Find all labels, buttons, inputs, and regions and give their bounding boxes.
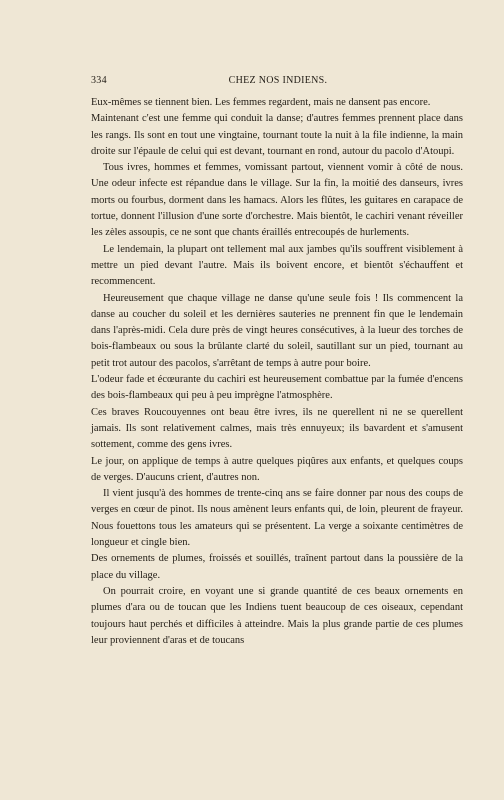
paragraph: Le lendemain, la plupart ont tellement mal aux jambes qu'ils souffrent visiblement à mettre un pied devant l'autre. Mais ils boivent encore, et bientôt s'échauffent et recommencent. [91,243,463,288]
running-header [91,75,465,89]
paragraph: Le jour, on applique de temps à autre quelques piqûres aux enfants, et quelques coups de verges. D'aucuns crient, d'autres non. [91,455,463,483]
running-title: CHEZ NOS INDIENS. [228,75,328,86]
paragraph: L'odeur fade et écœurante du cachiri est heureusement combattue par la fumée d'encens des bois-flambeaux qui peu à peu imprègne l'atmosphère. [91,374,463,402]
page-body [91,95,463,649]
paragraph: Ces braves Roucouyennes ont beau être ivres, ils ne querellent ni ne se querellent jamais. Ils sont relativement calmes, mais très ennuyeux; ils bavardent et s'amusent sottement, comme des gens ivres. [91,406,463,451]
paragraph: On pourrait croire, en voyant une si grande quantité de ces beaux ornements en plumes d'ara ou de toucan que les Indiens tuent beaucoup de ces oiseaux, cependant toujours haut perchés et difficiles à atteindre. Mais la plus grande partie de ces plumes leur proviennent d'aras et de toucans [91,585,463,646]
paragraph: Il vient jusqu'à des hommes de trente-cinq ans se faire donner par nous des coups de verges en cœur de pinot. Ils nous amènent leurs enfants qui, de loin, pleurent de frayeur. Nous fouettons tous les amateurs qui se présentent. La verge a soixante centimètres de longueur et cingle bien. [91,488,463,549]
paragraph: Tous ivres, hommes et femmes, vomissant partout, viennent vomir à côté de nous. Une odeur infecte est répandue dans le village. Sur la fin, la moitié des danseurs, ivres morts ou fourbus, dorment dans les hamacs. Alors les flûtes, les guitares en carapace de tortue, donnent l'illusion d'une sorte d'orchestre. Mais bientôt, le cachiri venant réveiller les zèles assoupis, ce ne sont que chants éraillés entrecoupés de hurlements. [91,162,463,239]
paragraph: Des ornements de plumes, froissés et souillés, traînent partout dans la poussière de la place du village. [91,553,463,581]
paragraph: Eux-mêmes se tiennent bien. Les femmes regardent, mais ne dansent pas encore. [91,97,431,108]
page-number: 334 [91,75,107,86]
paragraph: Maintenant c'est une femme qui conduit la danse; d'autres femmes prennent place dans les rangs. Ils sont en tout une vingtaine, tournant toute la nuit à la file indienne, la main droite sur l'épaule de celui qui est devant, tournant en rond, autour du pacolo d'Atoupi. [91,113,463,157]
paragraph: Heureusement que chaque village ne danse qu'une seule fois ! Ils commencent la danse au coucher du soleil et les dernières sauteries ne prennent fin que le lendemain dans l'après-midi. Cela dure près de vingt heures consécutives, à la lueur des torches de bois-flambeaux ou sous la brûlante clarté du soleil, sautillant sur un pied, tournant au petit trot autour des pacolos, s'arrêtant de temps à autre pour boire. [91,292,463,369]
